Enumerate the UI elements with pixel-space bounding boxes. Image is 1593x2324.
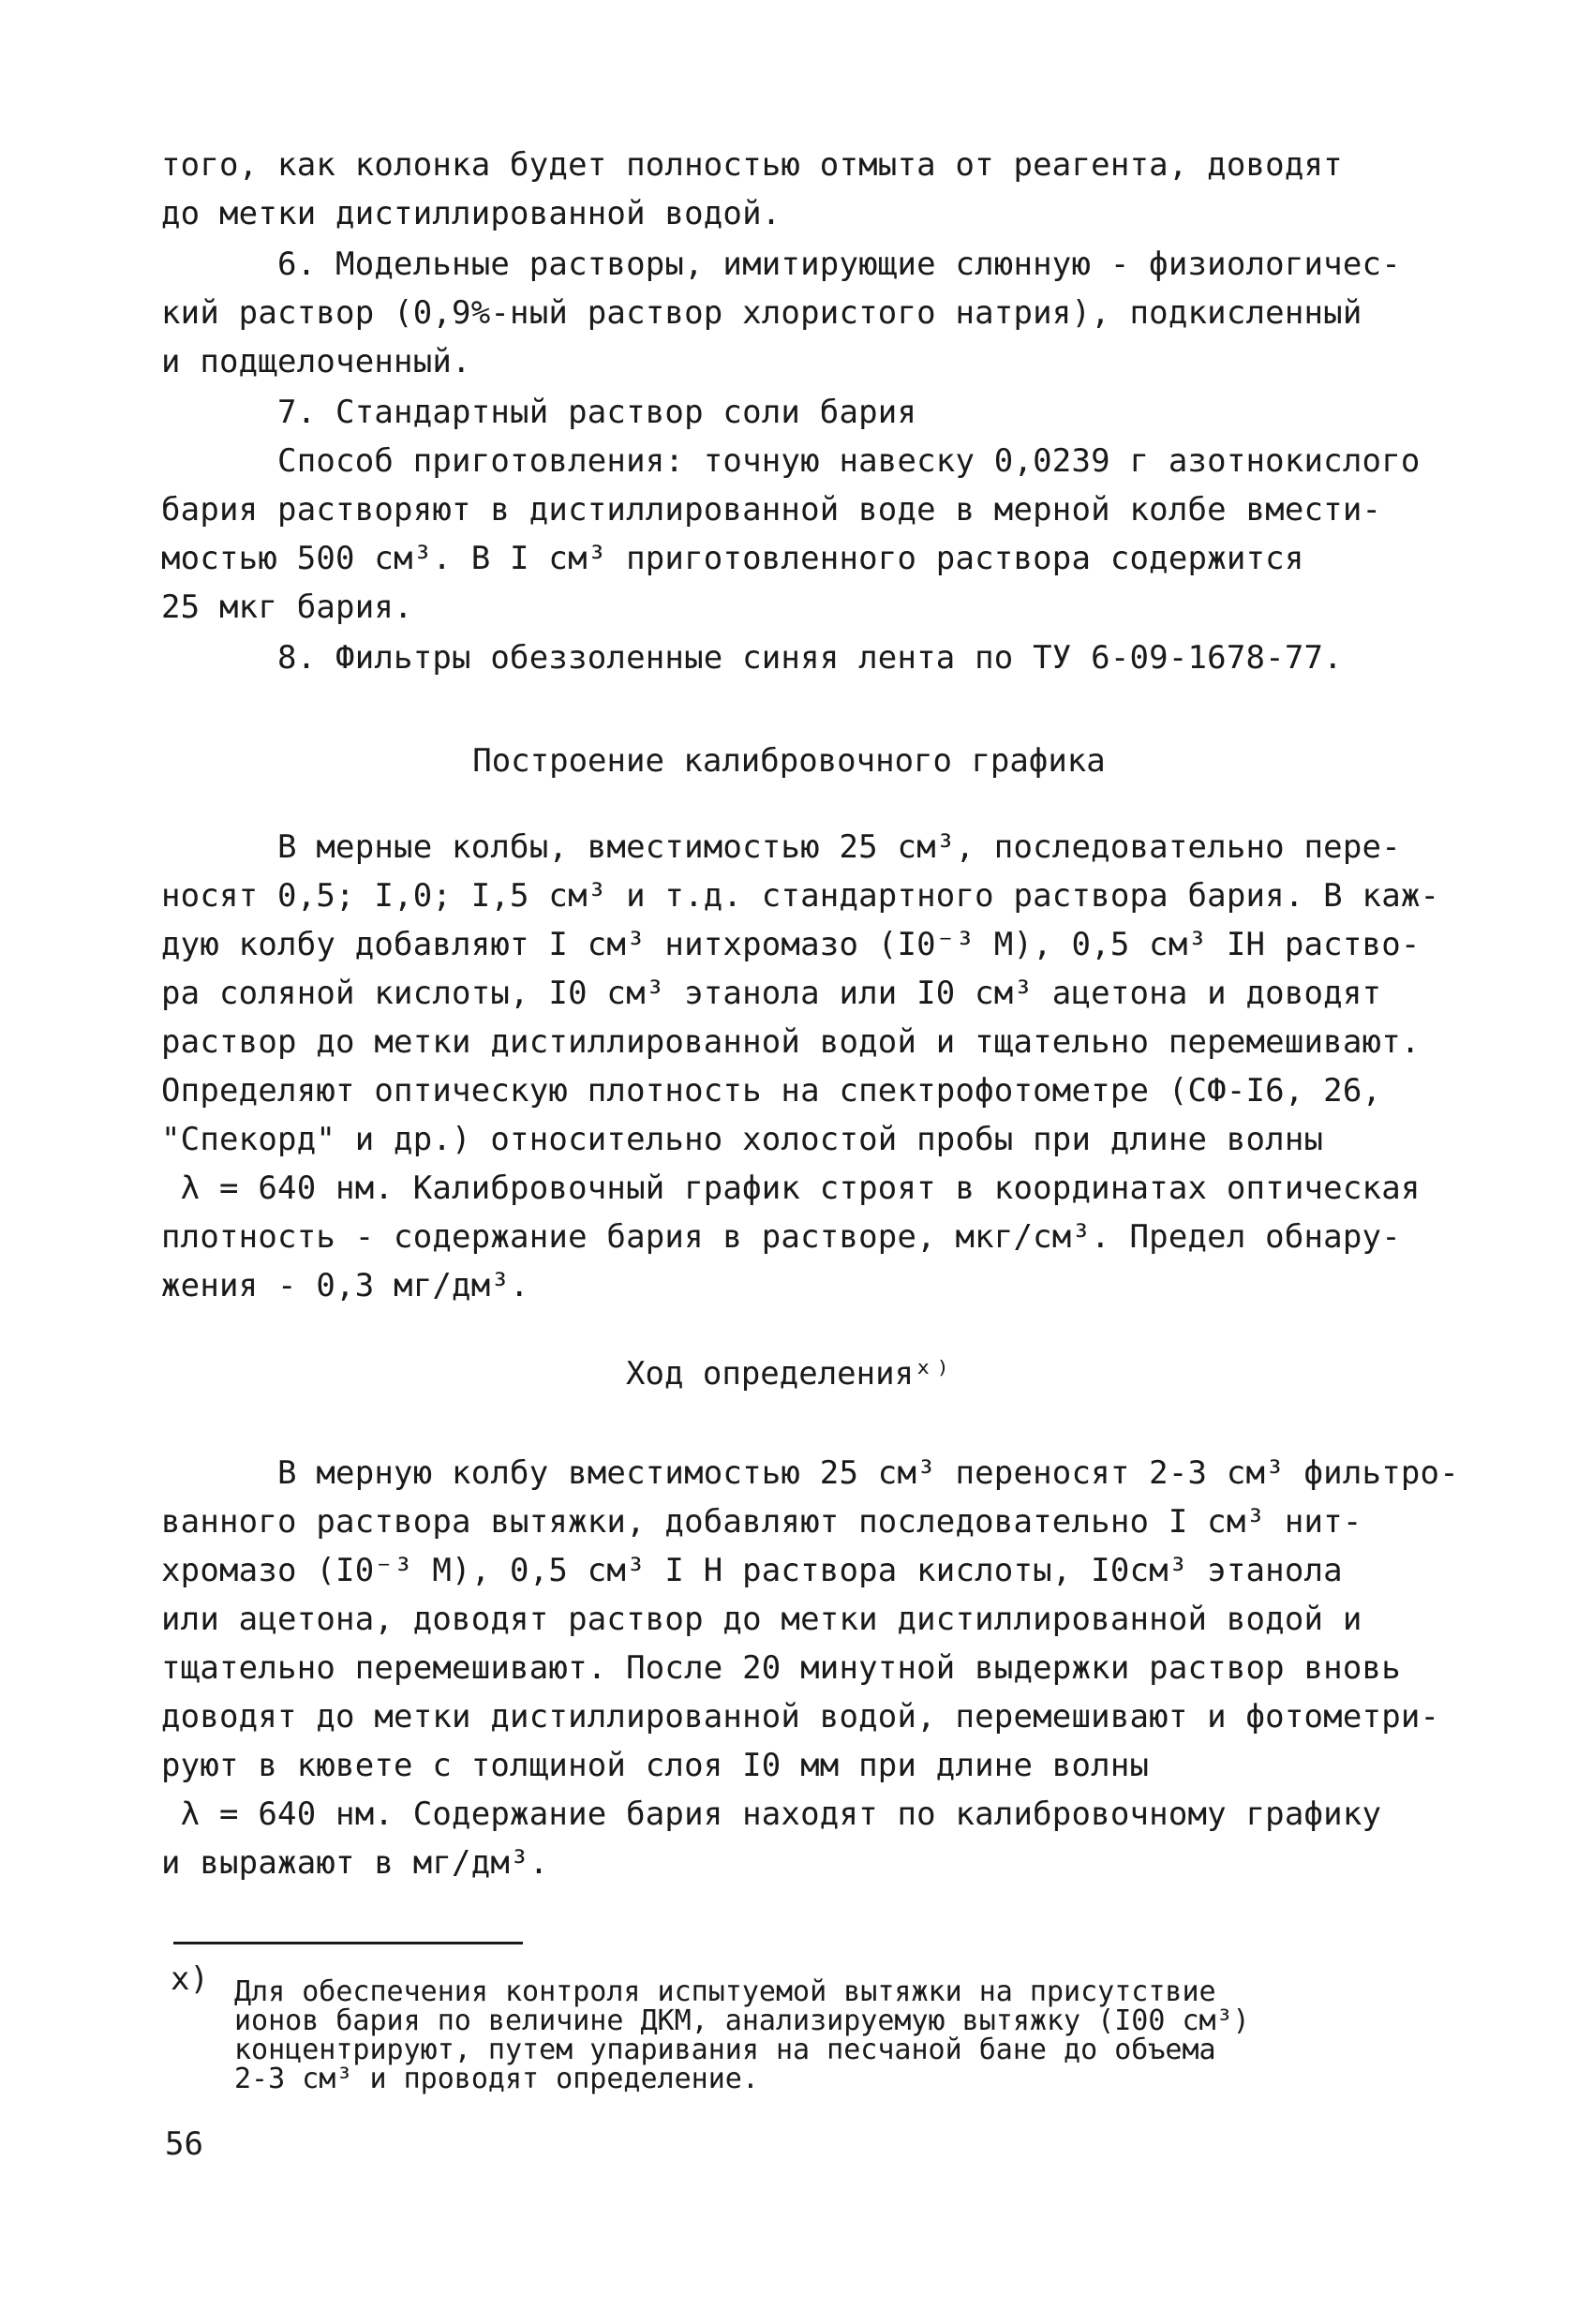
- paragraph-standard-solution-title: 7. Стандартный раствор соли бария: [161, 394, 917, 431]
- page-number: 56: [165, 2125, 203, 2163]
- paragraph-calibration: В мерные колбы, вместимостью 25 см³, последовательно пере- носят 0,5; I,0; I,5 см³ и т.д. стандартного раствора бария. В каж- дую колбу добавляют I см³ нитхромазо (I0⁻³ М), 0,5 см³ IН раство- ра соляной кислоты, I0 см³ этанола или I0 см³ ацетона и доводят раствор до метки дистиллированной водой и тщательно перемешивают. Определяют оптическую плотность на спектрофотометре (СФ-I6, 26, "Спекорд" и др.) относительно холостой пробы при длине волны λ = 640 нм. Калибровочный график строят в координатах оптическая плотность - содержание бария в растворе, мкг/см³. Предел обнару- жения - 0,3 мг/дм³.: [161, 828, 1440, 1304]
- paragraph-model-solutions: 6. Модельные растворы, имитирующие слюнную - физиологичес- кий раствор (0,9%-ный раствор хлористого натрия), подкисленный и подщелоченный.: [161, 246, 1401, 380]
- footnote-mark: х): [171, 1960, 209, 1998]
- section-heading-calibration: Построение калибровочного графика: [472, 742, 1106, 780]
- paragraph-preparation-method: Способ приготовления: точную навеску 0,0239 г азотнокислого бария растворяют в дистиллированной воде в мерной колбе вмести- мостью 500 см³. В I см³ приготовленного раствора содержится 25 мкг бария.: [161, 442, 1421, 626]
- paragraph-filters: 8. Фильтры обеззоленные синяя лента по ТУ 6-09-1678-77.: [161, 639, 1343, 677]
- footnote-divider: [173, 1942, 523, 1944]
- paragraph-column-wash: того, как колонка будет полностью отмыта от реагента, доводят до метки дистиллированной водой.: [161, 146, 1343, 232]
- section-heading-procedure: Ход определенияˣ⁾: [626, 1355, 952, 1393]
- footnote-text: Для обеспечения контроля испытуемой вытяжки на присутствие ионов бария по величине ДКМ, анализируемую вытяжку (I00 см³) концентрируют, путем упаривания на песчаной бане до объема 2-3 см³ и проводят определение.: [234, 1975, 1250, 2095]
- paragraph-procedure: В мерную колбу вместимостью 25 см³ переносят 2-3 см³ фильтро- ванного раствора вытяжки, добавляют последовательно I см³ нит- хромазо (I0⁻³ М), 0,5 см³ I Н раствора кислоты, I0см³ этанола или ацетона, доводят раствор до метки дистиллированной водой и тщательно перемешивают. После 20 минутной выдержки раствор вновь доводят до метки дистиллированной водой, перемешивают и фотометри- руют в кювете с толщиной слоя I0 мм при длине волны λ = 640 нм. Содержание бария находят по калибровочному графику и выражают в мг/дм³.: [161, 1454, 1459, 1882]
